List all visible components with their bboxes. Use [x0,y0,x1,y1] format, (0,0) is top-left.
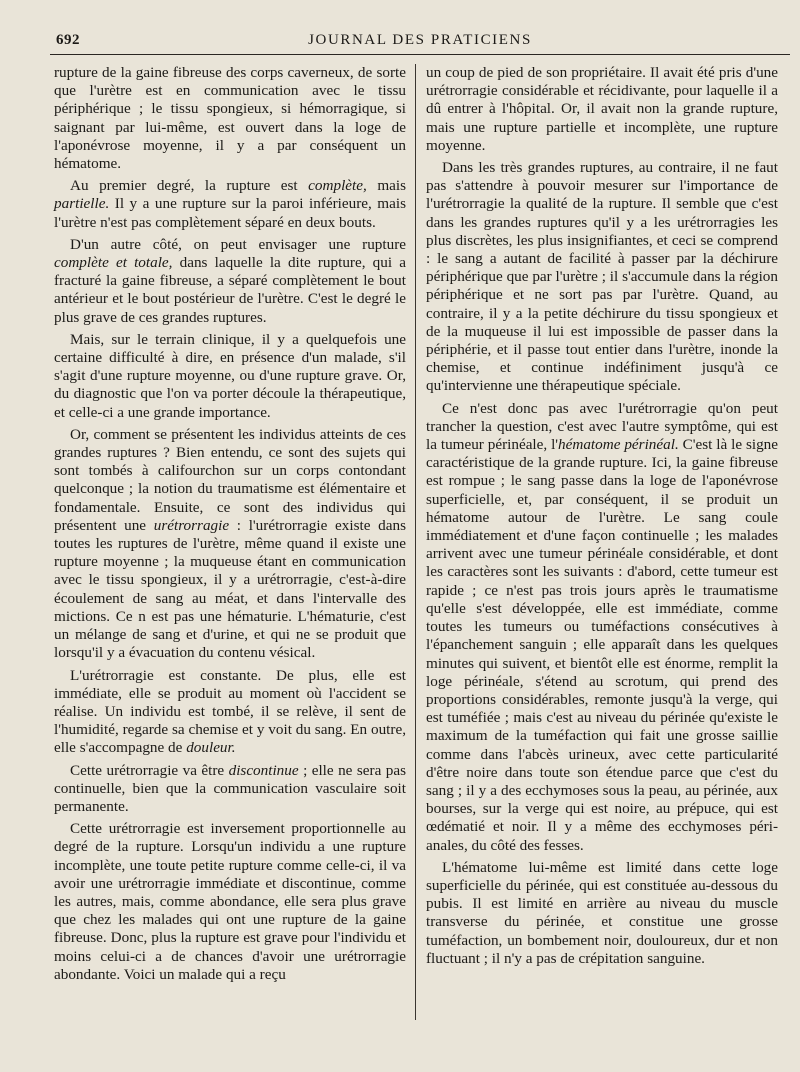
paragraph: Cette urétrorragie va être discontinue ; elle ne sera pas continuelle, bien que la communication vasculaire soit permanente. [54,761,407,815]
header-rule [50,54,790,55]
paragraph: Au premier degré, la rupture est complète, mais partielle. Il y a une rupture sur la paroi inférieure, mais l'urètre n'est pas complètement séparé en deux bouts. [54,177,407,231]
journal-title: JOURNAL DES PRATICIENS [308,32,532,48]
paragraph: Or, comment se présentent les individus atteints de ces grandes ruptures ? Bien entendu, ce sont des sujets qui sont tombés à califourchon sur un corps contondant quelconque ; la notion du traumatisme est élémentaire et fondamentale. Ensuite, ce sont des individus qui présentent une urétrorragie : l'urétrorragie existe dans toutes les ruptures de l'urètre, même quand il existe une rupture moyenne ; la muqueuse étant en communication avec le tissu spongieux, il y a urétrorragie, c'est-à-dire écoulement de sang au méat, et dans l'intervalle des mictions. Ce n est pas une hématurie. L'hématurie, c'est un mélange de sang et d'urine, et qui ne se produit que lorsqu'il y a évacuation du contenu vésical. [54,425,406,662]
paragraph: L'hématome lui-même est limité dans cette loge superficielle du périnée, qui est constituée au-dessous du pubis. Il est limité en arrière au niveau du muscle transverse du périnée, et constitue une grosse tuméfaction, un bombement noir, douloureux, dur et non fluctuant ; il n'y a pas de crépitation sanguine. [426,858,778,967]
paragraph: rupture de la gaine fibreuse des corps caverneux, de sorte que l'urètre est en communication avec le tissu périphérique ; le tissu spongieux, si hémorragique, si saignant par lui-même, est ouvert dans la loge de l'aponévrose moyenne, il y a par conséquent un hématome. [54,64,406,173]
paragraph: Mais, sur le terrain clinique, il y a quelquefois une certaine difficulté à dire, en présence d'un malade, s'il s'agit d'une rupture moyenne, ou d'une rupture grave. Or, du diagnostic que l'on va porter découle la thérapeutique, et celle-ci a une grande importance. [54,330,406,421]
left-column [54,64,406,988]
paragraph: D'un autre côté, on peut envisager une rupture complète et totale, dans laquelle la dite rupture, qui a fracturé la gaine fibreuse, a séparé complètement le bout antérieur et le bout postérieur de l'urètre. C'est le degré le plus grave de ces grandes ruptures. [54,235,406,326]
paragraph: L'urétrorragie est constante. De plus, elle est immédiate, elle se produit au moment où l'accident se réalise. Un individu est tombé, il se relève, il sent de l'humidité, regarde sa chemise et y voit du sang. En outre, elle s'accompagne de douleur. [54,666,406,757]
page-header [50,30,790,52]
paragraph: Ce n'est donc pas avec l'urétrorragie qu'on peut trancher la question, c'est avec l'autre symptôme, qui est la tumeur périnéale, l'hématome périnéal. C'est là le signe caractéristique de la grande rupture. Ici, la gaine fibreuse est rompue ; le sang passe dans la loge de l'aponévrose superficielle, et, par conséquent, il se produit un hématome autour de l'urètre. Le sang coule immédiatement et d'une façon continuelle ; les malades arrivent avec une tumeur périnéale considérable, et dont les caractères sont les suivants : d'abord, cette tumeur est rapide ; ce n'est pas trois jours après le traumatisme qu'elle s'est développée, elle est immédiate, comme toutes les tumeurs ou tuméfactions consécutives à l'épanchement sanguin ; elle apparaît dans les quelques minutes qui suivent, et bientôt elle est énorme, remplit la loge périnéale, s'étend au scrotum, qui prend des proportions considérables, remonte jusqu'à la verge, qui est tuméfiée ; mais c'est au niveau du périnée qu'existe le maximum de la tuméfaction qui fait une grosse saillie comme dans l'abcès urineux, avec cette particularité d'être noire dans toute son étendue parce que c'est du sang ; il y a des ecchymoses sous la peau, au périnée, aux bourses, sur la verge qui est noire, au prépuce, qui est œdématié et noir. Il y a même des ecchymoses péri-anales, du côté des fesses. [426,399,778,854]
column-divider [415,64,416,1020]
page-number: 692 [56,32,80,48]
paragraph: Dans les très grandes ruptures, au contraire, il ne faut pas s'attendre à pouvoir mesurer sur l'importance de l'urétrorragie la qualité de la rupture. Il semble que c'est dans les grandes ruptures qu'il y a les urétrorragies les plus discrètes, les plus insignifiantes, et ceci se comprend : le sang a autant de facilité à passer par la déchirure périphérique que par l'urètre ; il s'accumule dans la région périphérique et ne sort pas par l'urètre. Quand, au contraire, il y a la petite déchirure du tissu spongieux et de la muqueuse il lui est impossible de passer dans la périphérie, et il passe tout entier dans l'urètre, inonde la chemise, et continue indéfiniment jusqu'à ce qu'intervienne une thérapeutique spéciale. [426,159,778,395]
paragraph: Cette urétrorragie est inversement proportionnelle au degré de la rupture. Lorsqu'un individu a une rupture incomplète, une toute petite rupture comme celle-ci, il va avoir une urétrorragie immédiate et discontinue, comme les autres, mais, comme abondance, elle sera plus grave que chez les malades qui ont une rupture de la gaine fibreuse. Donc, plus la rupture est grave pour l'individu et moins celui-ci a de chances d'avoir une urétrorragie abondante. Voici un malade qui a reçu [54,820,406,983]
paragraph: un coup de pied de son propriétaire. Il avait été pris d'une urétrorragie considérable et récidivante, pour laquelle il a dû entrer à l'hôpital. Or, il avait non la grande rupture, mais une rupture partielle et incomplète, une rupture moyenne. [426,64,778,154]
right-column [426,64,778,972]
